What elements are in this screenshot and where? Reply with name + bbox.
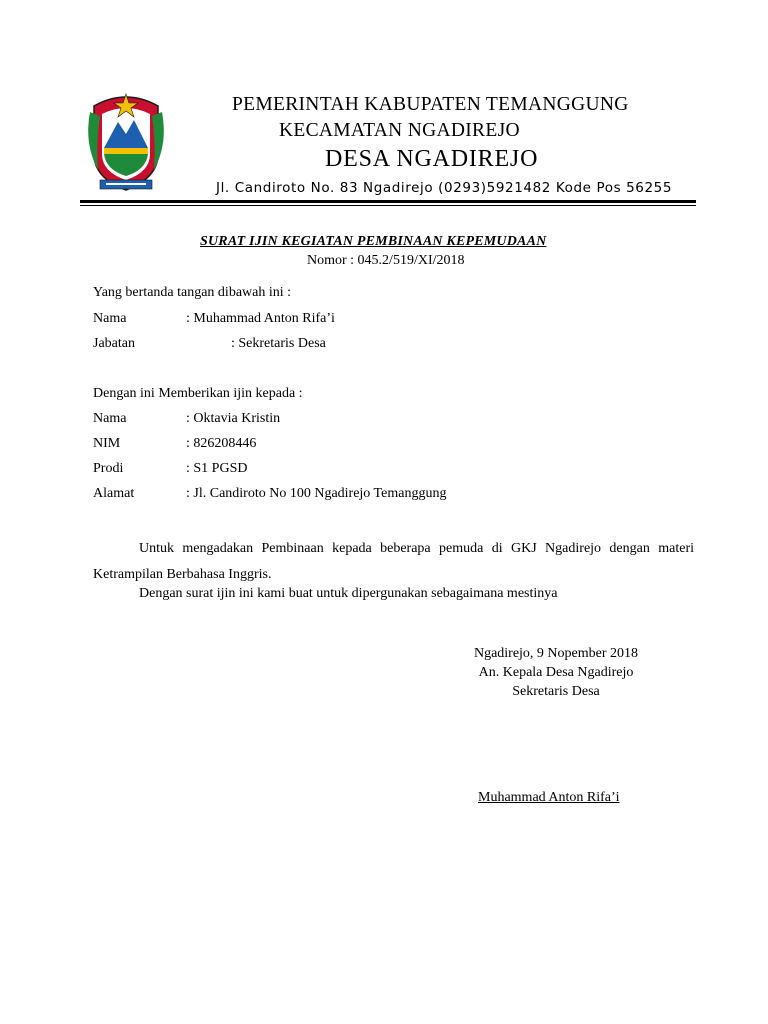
recipient-address-label: Alamat bbox=[93, 486, 135, 501]
signatory-intro: Yang bertanda tangan dibawah ini : bbox=[93, 285, 292, 300]
regency-emblem-logo bbox=[86, 84, 166, 196]
recipient-address-value: : Jl. Candiroto No 100 Ngadirejo Temanggung bbox=[186, 486, 447, 501]
recipient-nim-value: : 826208446 bbox=[186, 436, 257, 451]
letterhead-village: DESA NGADIREJO bbox=[325, 146, 539, 172]
on-behalf: An. Kepala Desa Ngadirejo bbox=[478, 665, 634, 680]
purpose-paragraph-text: Untuk mengadakan Pembinaan kepada beberapa pemuda di GKJ Ngadirejo dengan materi Ketrampilan Berbahasa Inggris. bbox=[93, 541, 694, 582]
letter-number: Nomor : 045.2/519/XI/2018 bbox=[307, 253, 465, 268]
signatory-name-value: : Muhammad Anton Rifa’i bbox=[186, 311, 335, 326]
signatory-position-value: : Sekretaris Desa bbox=[231, 336, 326, 351]
letterhead-district: KECAMATAN NGADIREJO bbox=[279, 120, 520, 141]
signer-name: Muhammad Anton Rifa’i bbox=[478, 790, 620, 805]
letterhead-divider bbox=[80, 200, 696, 203]
recipient-prodi-label: Prodi bbox=[93, 461, 124, 476]
signer-position: Sekretaris Desa bbox=[512, 684, 600, 699]
recipient-name-value: : Oktavia Kristin bbox=[186, 411, 281, 426]
letterhead-government: PEMERINTAH KABUPATEN TEMANGGUNG bbox=[232, 94, 629, 115]
signatory-name-label: Nama bbox=[93, 311, 127, 326]
place-date: Ngadirejo, 9 Nopember 2018 bbox=[473, 646, 639, 661]
recipient-name-label: Nama bbox=[93, 411, 127, 426]
letterhead-address: Jl. Candiroto No. 83 Ngadirejo (0293)5921482 Kode Pos 56255 bbox=[216, 180, 673, 196]
signatory-position-label: Jabatan bbox=[93, 336, 135, 351]
purpose-paragraph bbox=[93, 536, 694, 588]
recipient-intro: Dengan ini Memberikan ijin kepada : bbox=[93, 386, 303, 401]
letter-title: SURAT IJIN KEGIATAN PEMBINAAN KEPEMUDAAN bbox=[200, 234, 547, 249]
recipient-nim-label: NIM bbox=[93, 436, 121, 451]
letterhead-divider-thin bbox=[80, 205, 696, 206]
closing-paragraph: Dengan surat ijin ini kami buat untuk dipergunakan sebagaimana mestinya bbox=[139, 586, 558, 601]
recipient-prodi-value: : S1 PGSD bbox=[186, 461, 248, 476]
